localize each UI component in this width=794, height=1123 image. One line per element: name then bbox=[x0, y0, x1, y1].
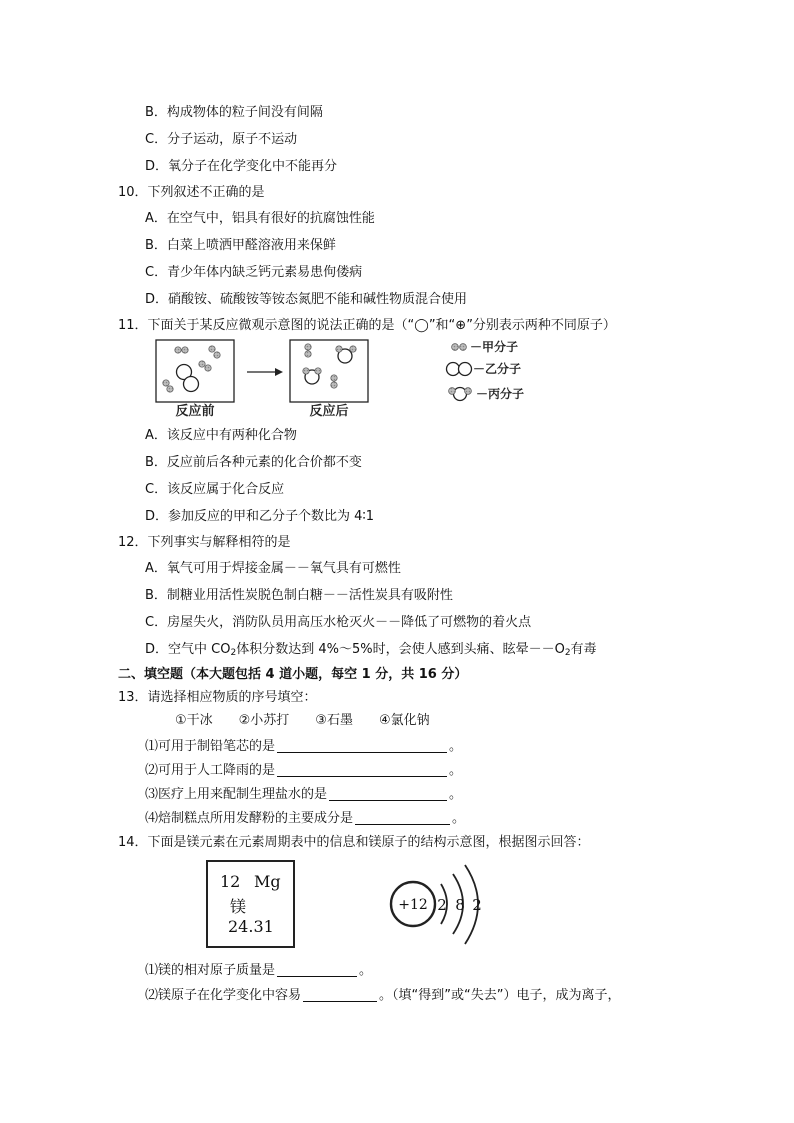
element-mass: 24.31 bbox=[228, 917, 274, 936]
q9-option-d: D．氧分子在化学变化中不能再分 bbox=[145, 159, 338, 174]
q14-sub2: ⑵镁原子在化学变化中容易 。（填“得到”或“失去”）电子，成为离子， bbox=[145, 988, 621, 1003]
q10-stem: 10．下列叙述不正确的是 bbox=[118, 185, 265, 200]
q9-option-c: C．分子运动，原子不运动 bbox=[145, 132, 298, 147]
svg-text:－丙分子: －丙分子 bbox=[476, 387, 525, 401]
element-name: 镁 bbox=[230, 897, 247, 916]
q11-option-c: C．该反应属于化合反应 bbox=[145, 482, 285, 497]
section2-title: 二、填空题（本大题包括 4 道小题，每空 1 分，共 16 分） bbox=[118, 667, 468, 682]
q13-blank-2[interactable] bbox=[277, 762, 447, 777]
q11-option-d: D．参加反应的甲和乙分子个数比为 4∶1 bbox=[145, 509, 375, 524]
q13-choices: ①干冰 ②小苏打 ③石墨 ④氯化钠 bbox=[175, 713, 430, 728]
q13-sub4: ⑷焙制糕点所用发酵粉的主要成分是 。 bbox=[145, 811, 466, 826]
q10-option-d: D．硝酸铵、硫酸铵等铵态氮肥不能和碱性物质混合使用 bbox=[145, 292, 468, 307]
q12-option-b: B．制糖业用活性炭脱色制白糖－－活性炭具有吸附性 bbox=[145, 588, 453, 603]
q14-sub1: ⑴镁的相对原子质量是 。 bbox=[145, 963, 373, 978]
q13-blank-3[interactable] bbox=[329, 786, 447, 801]
nucleus-charge: +12 bbox=[398, 897, 428, 913]
legend-jia bbox=[452, 339, 518, 354]
q13-stem: 13．请选择相应物质的序号填空： bbox=[118, 690, 317, 705]
before-label: 反应前 bbox=[175, 404, 215, 419]
q11-option-a: A．该反应中有两种化合物 bbox=[145, 428, 297, 443]
reaction-diagram bbox=[150, 336, 550, 421]
q13-sub3: ⑶医疗上用来配制生理盐水的是 。 bbox=[145, 787, 463, 802]
q11-stem: 11．下面关于某反应微观示意图的说法正确的是（“◯”和“⊕”分别表示两种不同原子） bbox=[118, 318, 616, 333]
q11-option-b: B．反应前后各种元素的化合价都不变 bbox=[145, 455, 362, 470]
shell-2-electrons: 8 bbox=[455, 896, 465, 914]
q13-blank-4[interactable] bbox=[355, 810, 450, 825]
q12-option-c: C．房屋失火，消防队员用高压水枪灭火－－降低了可燃物的着火点 bbox=[145, 615, 532, 630]
before-box bbox=[156, 340, 234, 402]
q10-option-a: A．在空气中，铝具有很好的抗腐蚀性能 bbox=[145, 211, 375, 226]
legend-yi bbox=[447, 361, 522, 376]
shell-3-electrons: 2 bbox=[472, 896, 482, 914]
q10-option-b: B．白菜上喷洒甲醛溶液用来保鲜 bbox=[145, 238, 336, 253]
q12-option-d: D．空气中 $CO_2$体积分数达到 4%～5%时，会使人感到头痛、眩晕$--O_2$有毒 bbox=[145, 642, 597, 658]
q13-blank-1[interactable] bbox=[277, 738, 447, 753]
q14-blank-2[interactable] bbox=[303, 987, 377, 1002]
after-label: 反应后 bbox=[309, 404, 349, 419]
q14-stem: 14．下面是镁元素在元素周期表中的信息和镁原子的结构示意图，根据图示回答： bbox=[118, 835, 590, 850]
q14-blank-1[interactable] bbox=[277, 962, 357, 977]
element-symbol: Mg bbox=[254, 872, 281, 891]
q9-option-b: B．构成物体的粒子间没有间隔 bbox=[145, 105, 323, 120]
q13-sub2: ⑵可用于人工降雨的是 。 bbox=[145, 763, 463, 778]
svg-text:－甲分子: －甲分子 bbox=[470, 340, 519, 354]
q13-sub1: ⑴可用于制铅笔芯的是 。 bbox=[145, 739, 463, 754]
atom-structure-diagram bbox=[385, 862, 495, 948]
legend-bing bbox=[449, 386, 524, 401]
q10-option-c: C．青少年体内缺乏钙元素易患佝偻病 bbox=[145, 265, 363, 280]
element-number: 12 bbox=[220, 872, 241, 891]
q12-stem: 12．下列事实与解释相符的是 bbox=[118, 535, 291, 550]
q12-option-a: A．氧气可用于焊接金属－－氧气具有可燃性 bbox=[145, 561, 401, 576]
shell-1-electrons: 2 bbox=[437, 896, 447, 914]
element-card bbox=[206, 860, 295, 948]
svg-text:－乙分子: －乙分子 bbox=[473, 362, 522, 376]
